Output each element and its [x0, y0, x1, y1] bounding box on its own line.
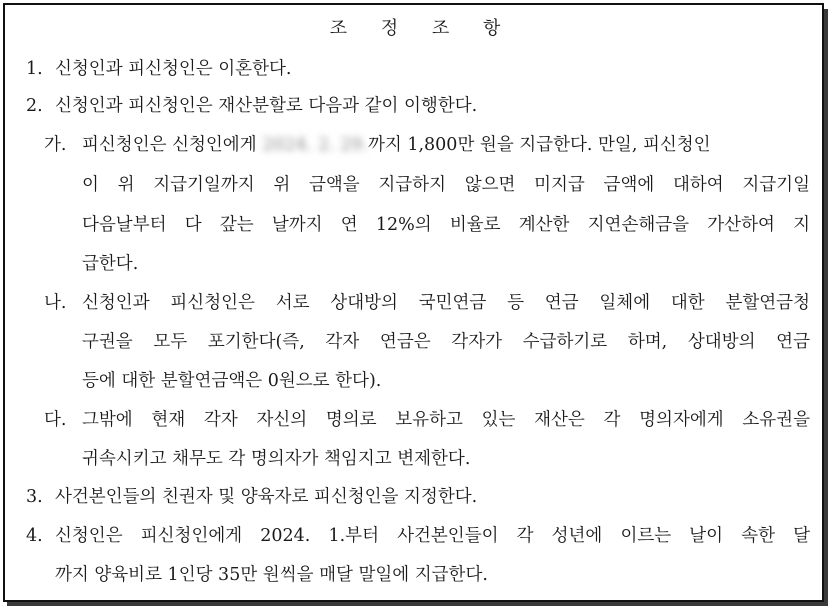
item-3-marker: 3. — [26, 487, 43, 507]
item-4-marker: 4. — [26, 526, 43, 546]
item-ga-line-4: 급한다. — [82, 254, 139, 274]
item-1-line-1: 신청인과 피신청인은 이혼한다. — [55, 59, 292, 79]
item-na-line-2: 구권을 모두 포기한다(즉, 각자 연금은 각자가 수급하기로 하며, 상대방의 연금 — [82, 332, 810, 352]
item-na-line-3: 등에 대한 분할연금액은 0원으로 한다). — [82, 371, 382, 391]
item-da-line-1: 그밖에 현재 각자 자신의 명의로 보유하고 있는 재산은 각 명의자에게 소유권을 — [82, 410, 810, 430]
item-da-line-2: 귀속시키고 채무도 각 명의자가 책임지고 변제한다. — [82, 449, 471, 469]
document-title: 조 정 조 항 — [329, 18, 515, 39]
item-ga-line-1-before: 피신청인은 신청인에게 — [82, 135, 257, 155]
item-da-marker: 다. — [44, 410, 67, 430]
item-4-line-2: 까지 양육비로 1인당 35만 원씩을 매달 말일에 지급한다. — [55, 565, 488, 585]
item-na-line-1: 신청인과 피신청인은 서로 상대방의 국민연금 등 연금 일체에 대한 분할연금청 — [82, 293, 810, 313]
frame-shadow — [7, 602, 828, 606]
item-ga-marker: 가. — [44, 135, 67, 155]
item-2-marker: 2. — [26, 96, 43, 116]
item-ga-line-3: 다음날부터 다 갚는 날까지 연 12%의 비율로 계산한 지연손해금을 가산하여 지 — [82, 215, 810, 235]
item-1-marker: 1. — [26, 59, 43, 79]
item-ga-line-1 — [82, 133, 812, 157]
redacted-date: 2024. 2. 29. — [262, 135, 368, 155]
item-ga-line-1-after: 까지 1,800만 원을 지급한다. 만일, 피신청인 — [367, 135, 711, 155]
item-na-marker: 나. — [44, 293, 67, 313]
item-3-line-1: 사건본인들의 친권자 및 양육자로 피신청인을 지정한다. — [55, 487, 478, 507]
item-2-line-1: 신청인과 피신청인은 재산분할로 다음과 같이 이행한다. — [55, 96, 478, 116]
item-4-line-1: 신청인은 피신청인에게 2024. 1.부터 사건본인들이 각 성년에 이르는 날이 속한 달 — [55, 526, 810, 546]
item-ga-line-2: 이 위 지급기일까지 위 금액을 지급하지 않으면 미지급 금액에 대하여 지급기일 — [82, 175, 810, 195]
